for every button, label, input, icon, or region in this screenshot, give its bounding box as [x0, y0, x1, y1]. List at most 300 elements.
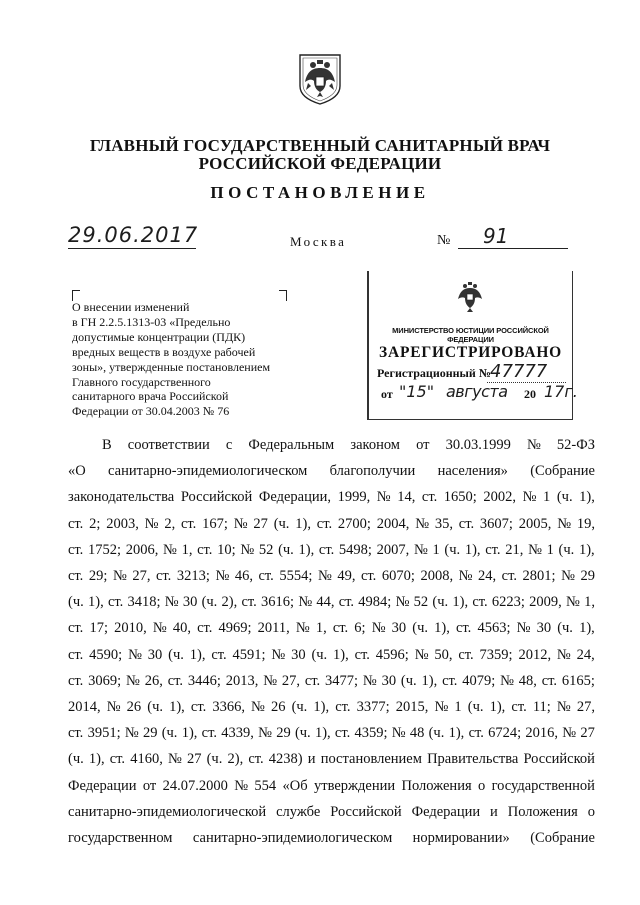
body-word: 1	[432, 541, 440, 558]
body-word: ст.	[468, 725, 484, 742]
decree-date: 29.06.2017	[68, 223, 199, 247]
body-word: ст.	[335, 699, 351, 716]
body-word: «О	[68, 463, 86, 480]
body-word: №	[557, 515, 572, 532]
body-word: 27,	[576, 699, 595, 716]
body-word: 30	[536, 620, 552, 637]
stamp-ministry: МИНИСТЕРСТВО ЮСТИЦИИ РОССИЙСКОЙ ФЕДЕРАЦИИ	[392, 326, 549, 344]
body-word: государственном	[68, 830, 173, 847]
body-word: №	[565, 594, 580, 611]
body-word: (ч.	[278, 541, 294, 558]
stamp-date-year-prefix: 20	[524, 387, 536, 401]
body-word: (ч.	[400, 672, 417, 689]
body-word: 3477;	[325, 672, 359, 689]
body-word: постановлением	[320, 751, 422, 768]
body-word: №	[164, 594, 179, 611]
body-word: ст.	[338, 594, 355, 611]
body-word: 167;	[202, 515, 228, 532]
body-word: 27	[186, 751, 202, 768]
body-word: 2009,	[529, 594, 562, 611]
stamp-date-month: августа	[446, 382, 508, 401]
body-line	[68, 458, 595, 484]
body-word: 5554;	[279, 568, 313, 585]
body-word: 1),	[452, 594, 469, 611]
body-word: ст.	[458, 515, 475, 532]
body-word: от	[142, 777, 157, 794]
body-word: 27	[580, 725, 595, 742]
body-word: №	[234, 777, 249, 794]
body-word: Положения	[507, 803, 578, 820]
body-line	[68, 511, 595, 537]
body-word: 30	[291, 646, 306, 663]
body-word: (ч.	[557, 620, 573, 637]
body-line	[68, 746, 595, 772]
stamp-date-year-suffix: 17г.	[544, 382, 578, 401]
body-word: 27,	[281, 672, 300, 689]
body-word: №	[415, 515, 430, 532]
body-word: 24,	[478, 568, 497, 585]
body-word: государственной	[491, 777, 595, 794]
body-word: 26	[126, 699, 142, 716]
issuer-title-line2: РОССИЙСКОЙ ФЕДЕРАЦИИ	[198, 154, 442, 173]
body-word: 4359;	[354, 725, 388, 742]
body-word: (ч.	[168, 646, 184, 663]
body-word: 6165;	[561, 672, 595, 689]
body-word: №	[561, 568, 575, 585]
body-word: В	[102, 437, 112, 453]
body-word: 2,	[164, 515, 176, 532]
body-line	[68, 615, 595, 641]
body-word: Федеральным	[248, 437, 335, 453]
body-word: №	[298, 594, 313, 611]
body-word: от	[416, 437, 430, 453]
body-word: ст.	[190, 699, 207, 716]
number-underline	[458, 248, 568, 249]
body-word: ст.	[167, 672, 183, 689]
body-word: 1),	[189, 646, 206, 663]
body-word: 52-ФЗ	[556, 437, 595, 453]
body-word: 19,	[576, 515, 595, 532]
body-word: Правительства	[427, 751, 519, 768]
body-word: 1,	[584, 594, 595, 611]
body-word: 1	[546, 541, 554, 558]
body-word: 29;	[88, 568, 108, 585]
body-word: 2),	[221, 594, 238, 611]
body-word: 6;	[354, 620, 366, 637]
body-word: 4969;	[218, 620, 252, 637]
body-word: 4563;	[477, 620, 511, 637]
body-word: 5498;	[338, 541, 372, 558]
body-word: 2011,	[257, 620, 290, 637]
body-word: ст.	[442, 672, 458, 689]
stamp-emblem-icon	[455, 279, 485, 313]
body-word: ст.	[458, 646, 474, 663]
body-word: 1999,	[337, 489, 371, 506]
body-word: 1),	[87, 594, 104, 611]
stamp-date-day: "15"	[399, 382, 435, 401]
body-word: соответствии	[127, 437, 210, 453]
body-word: 52	[413, 594, 429, 611]
body-word: №	[317, 568, 332, 585]
date-underline	[68, 248, 196, 249]
body-word: ст.	[354, 646, 370, 663]
body-word: 1),	[298, 541, 315, 558]
body-word: ст.	[421, 489, 438, 506]
body-word: 29	[276, 725, 291, 742]
body-word: ст.	[211, 646, 227, 663]
body-word: ст.	[156, 568, 172, 585]
body-word: 4984;	[358, 594, 392, 611]
stamp-date-label: от	[381, 387, 393, 401]
body-word: ст.	[197, 620, 213, 637]
body-word: 30	[381, 672, 397, 689]
body-word: 1650;	[443, 489, 477, 506]
body-line	[68, 589, 595, 615]
body-word: 26	[270, 699, 286, 716]
body-word: ст.	[241, 594, 257, 611]
body-word: ст.	[318, 541, 335, 558]
body-word: 24,	[576, 646, 595, 663]
body-word: №	[371, 620, 386, 637]
body-word: №	[124, 725, 139, 742]
body-word: №	[271, 646, 286, 663]
registration-stamp	[367, 271, 578, 420]
body-word: 2010,	[114, 620, 147, 637]
body-line	[68, 773, 595, 799]
body-word: Российской	[180, 489, 253, 506]
body-line	[68, 720, 595, 746]
body-word: 4591;	[232, 646, 266, 663]
body-word: №	[458, 568, 473, 585]
document-type: ПОСТАНОВЛЕНИЕ	[210, 183, 430, 202]
body-word: Федерации	[411, 803, 481, 820]
body-word: 3069;	[88, 672, 122, 689]
body-word: №	[128, 646, 142, 663]
body-word: ст.	[501, 568, 517, 585]
body-word: 3377;	[356, 699, 390, 716]
body-word: 1),	[489, 699, 506, 716]
body-word: 30.03.1999	[445, 437, 511, 453]
body-word: 3213;	[176, 568, 210, 585]
body-line	[68, 694, 595, 720]
body-word: 1),	[579, 489, 595, 506]
body-word: ст.	[511, 699, 527, 716]
subject-line: Главного государственного	[72, 374, 211, 389]
body-word: 35,	[434, 515, 453, 532]
body-word: (ч.	[161, 725, 178, 742]
body-word: №	[526, 437, 541, 453]
body-word: (ч.	[273, 515, 290, 532]
body-word: нормировании»	[412, 830, 510, 847]
body-word: 2014,	[68, 699, 101, 716]
body-word: ст.	[334, 725, 351, 742]
stamp-reg-label: Регистрационный №	[377, 366, 491, 380]
body-word: (ч.	[412, 620, 429, 637]
body-word: 50,	[434, 646, 453, 663]
body-word: 52	[258, 541, 274, 558]
body-word: 26,	[144, 672, 163, 689]
body-word: 4079;	[462, 672, 496, 689]
body-word: 27,	[132, 568, 151, 585]
body-word: 2006,	[125, 541, 159, 558]
subject-line: зоны», утвержденные постановлением	[72, 359, 271, 374]
body-word: ст.	[485, 541, 501, 558]
body-word: (Собрание	[530, 830, 595, 847]
decree-number: 91	[483, 224, 509, 248]
body-word: ст.	[258, 568, 274, 585]
body-word: 3446;	[187, 672, 221, 689]
body-word: о	[477, 777, 486, 794]
body-word: ст.	[361, 568, 377, 585]
body-word: 44,	[316, 594, 335, 611]
body-word: населения»	[437, 463, 508, 480]
body-word: ст.	[68, 646, 84, 663]
body-word: №	[106, 699, 121, 716]
body-word: №	[413, 541, 428, 558]
body-word: №	[395, 594, 410, 611]
body-word: (ч.	[291, 699, 308, 716]
body-word: (ч.	[444, 541, 461, 558]
subject-line: вредных веществ в воздухе рабочей	[72, 344, 256, 359]
body-word: 29	[580, 568, 595, 585]
body-word: ст.	[197, 541, 213, 558]
body-word: №	[562, 725, 577, 742]
body-word: 46,	[234, 568, 253, 585]
body-word: законодательства	[68, 489, 175, 506]
body-word: ст.	[541, 672, 558, 689]
body-word: ст.	[304, 672, 321, 689]
body-word: 30	[147, 646, 163, 663]
body-word: №	[376, 489, 391, 506]
body-word: 11;	[532, 699, 551, 716]
body-word: 40,	[172, 620, 191, 637]
body-word: 29	[142, 725, 158, 742]
body-line	[68, 825, 595, 851]
body-word: (ч.	[558, 541, 575, 558]
subject-line: санитарного врача Российской	[72, 389, 229, 404]
body-word: 1,	[181, 541, 193, 558]
body-word: 24.07.2000	[162, 777, 228, 794]
body-word: 10;	[217, 541, 236, 558]
subject-line: в ГН 2.2.5.1313-03 «Предельно	[72, 314, 231, 329]
body-word: 4590;	[89, 646, 123, 663]
body-word: 2015,	[395, 699, 429, 716]
body-word: №	[144, 515, 159, 532]
body-line	[68, 484, 595, 510]
body-word: 2008,	[420, 568, 454, 585]
body-word: Положения	[401, 777, 472, 794]
body-word: 2005,	[518, 515, 552, 532]
body-word: Федерации	[68, 777, 137, 794]
body-word: (ч.	[556, 489, 573, 506]
body-word: №	[556, 699, 571, 716]
body-word: 1),	[579, 620, 595, 637]
body-word: ст.	[68, 568, 84, 585]
body-word: санитарно-эпидемиологическом	[192, 830, 393, 847]
body-word: 27	[253, 515, 268, 532]
issuer-title-line1: ГЛАВНЫЙ ГОСУДАРСТВЕННЫЙ САНИТАРНЫЙ ВРАЧ	[89, 136, 551, 155]
body-word: ст.	[201, 725, 217, 742]
body-word: 554	[254, 777, 277, 794]
body-word: №	[126, 672, 140, 689]
body-word: 4596;	[375, 646, 409, 663]
body-word: санитарно-эпидемиологической	[68, 803, 267, 820]
body-word: 48	[409, 725, 425, 742]
subject-line: О внесении изменений	[72, 300, 190, 314]
city: Москва	[290, 234, 347, 249]
body-word: законом	[350, 437, 400, 453]
body-word: №	[112, 568, 127, 585]
body-word: (ч.	[294, 725, 311, 742]
body-word: 17;	[89, 620, 108, 637]
body-word: (ч.	[311, 646, 328, 663]
body-line	[68, 563, 595, 589]
body-word: 1),	[313, 699, 330, 716]
body-word: ст.	[68, 541, 84, 558]
body-word: и	[490, 803, 498, 820]
body-word: 3616;	[261, 594, 295, 611]
subject-line: Федерации от 30.04.2003 № 76	[72, 404, 230, 419]
body-word: 49,	[337, 568, 356, 585]
body-word: 2004,	[376, 515, 410, 532]
body-word: №	[414, 646, 429, 663]
body-word: №	[215, 568, 230, 585]
body-word: №	[167, 751, 182, 768]
body-word: 3366,	[212, 699, 245, 716]
body-word: (ч.	[147, 699, 163, 716]
body-word: ст.	[316, 515, 333, 532]
body-word: ст.	[107, 594, 124, 611]
body-word: 2002,	[483, 489, 517, 506]
body-word: №	[500, 672, 514, 689]
body-word: №	[362, 672, 377, 689]
body-word: 2012,	[518, 646, 552, 663]
body-word: 3418;	[127, 594, 161, 611]
body-word: №	[295, 620, 310, 637]
body-word: (ч.	[206, 751, 223, 768]
body-word: №	[556, 646, 571, 663]
number-sign: №	[437, 233, 451, 248]
body-word: 21,	[505, 541, 524, 558]
body-line	[68, 432, 595, 458]
body-word: 2007,	[376, 541, 410, 558]
body-word: №	[240, 541, 255, 558]
body-word: ст.	[181, 515, 197, 532]
body-word: 6724;	[488, 725, 522, 742]
body-word: 1),	[314, 725, 331, 742]
body-word: 1752;	[88, 541, 122, 558]
body-word: 1),	[421, 672, 438, 689]
body-word: 1	[543, 489, 551, 506]
body-word: ст.	[68, 725, 84, 742]
body-word: (ч.	[467, 699, 484, 716]
stamp-registered: ЗАРЕГИСТРИРОВАНО	[378, 344, 563, 361]
body-word: 2700;	[337, 515, 371, 532]
body-word: 1),	[295, 515, 311, 532]
body-word: 6223;	[491, 594, 525, 611]
stamp-reg-number: 47777	[490, 361, 548, 382]
body-word: службе	[276, 803, 321, 820]
body-word: ст.	[472, 594, 488, 611]
body-word: 1),	[448, 725, 465, 742]
body-word: 2),	[227, 751, 244, 768]
body-word: 2;	[89, 515, 101, 532]
body-word: №	[152, 620, 167, 637]
body-line	[68, 642, 595, 668]
body-word: Российской	[523, 751, 595, 768]
body-word: (ч.	[201, 594, 218, 611]
body-word: №	[516, 620, 531, 637]
body-word: 2016,	[525, 725, 559, 742]
body-word: №	[522, 489, 537, 506]
body-word: «Об	[282, 777, 308, 794]
body-word: 1,	[315, 620, 327, 637]
body-word: 1),	[169, 699, 185, 716]
body-word: 1	[454, 699, 462, 716]
body-word: санитарно-эпидемиологическом	[108, 463, 308, 480]
body-word: утверждении	[314, 777, 396, 794]
body-word: 14,	[397, 489, 416, 506]
body-word: (Собрание	[530, 463, 595, 480]
body-word: 30	[391, 620, 407, 637]
body-word: 1),	[88, 751, 105, 768]
subject-line: допустимые концентрации (ПДК)	[72, 329, 246, 344]
body-word: ст.	[109, 751, 126, 768]
body-word: №	[434, 699, 449, 716]
body-word: 48,	[518, 672, 537, 689]
body-word: (ч.	[68, 594, 84, 611]
body-word: и	[307, 751, 316, 768]
body-word: с	[225, 437, 233, 453]
body-word: 7359;	[479, 646, 513, 663]
body-word: №	[528, 541, 542, 558]
body-line	[68, 537, 595, 563]
body-word: (ч.	[428, 725, 445, 742]
body-word: 2013,	[225, 672, 259, 689]
body-word: 30	[182, 594, 198, 611]
body-word: №	[263, 672, 278, 689]
body-word: №	[251, 699, 265, 716]
body-word: №	[233, 515, 248, 532]
body-word: благополучии	[329, 463, 416, 480]
body-word: 2801;	[522, 568, 556, 585]
body-word: ст.	[68, 672, 84, 689]
body-word: 4160,	[130, 751, 163, 768]
body-word: ст.	[332, 620, 349, 637]
body-word: ст.	[68, 515, 84, 532]
body-word: 4339,	[221, 725, 254, 742]
body-word: 3951;	[87, 725, 121, 742]
body-word: Федерации,	[258, 489, 331, 506]
body-word: №	[258, 725, 272, 742]
body-word: о	[587, 803, 595, 820]
state-emblem-icon	[297, 52, 343, 106]
body-word: 4238)	[268, 751, 303, 768]
body-word: №	[163, 541, 177, 558]
body-word: 6070;	[381, 568, 415, 585]
body-word: 2003,	[106, 515, 139, 532]
body-word: ст.	[248, 751, 264, 768]
body-word: (ч.	[68, 751, 84, 768]
body-word: Российской	[330, 803, 402, 820]
body-word: №	[391, 725, 406, 742]
body-word: (ч.	[432, 594, 449, 611]
body-word: 3607;	[479, 515, 513, 532]
body-line	[68, 799, 595, 825]
decree-subject	[72, 300, 292, 419]
body-word: 1),	[578, 541, 595, 558]
body-word: 1),	[434, 620, 450, 637]
